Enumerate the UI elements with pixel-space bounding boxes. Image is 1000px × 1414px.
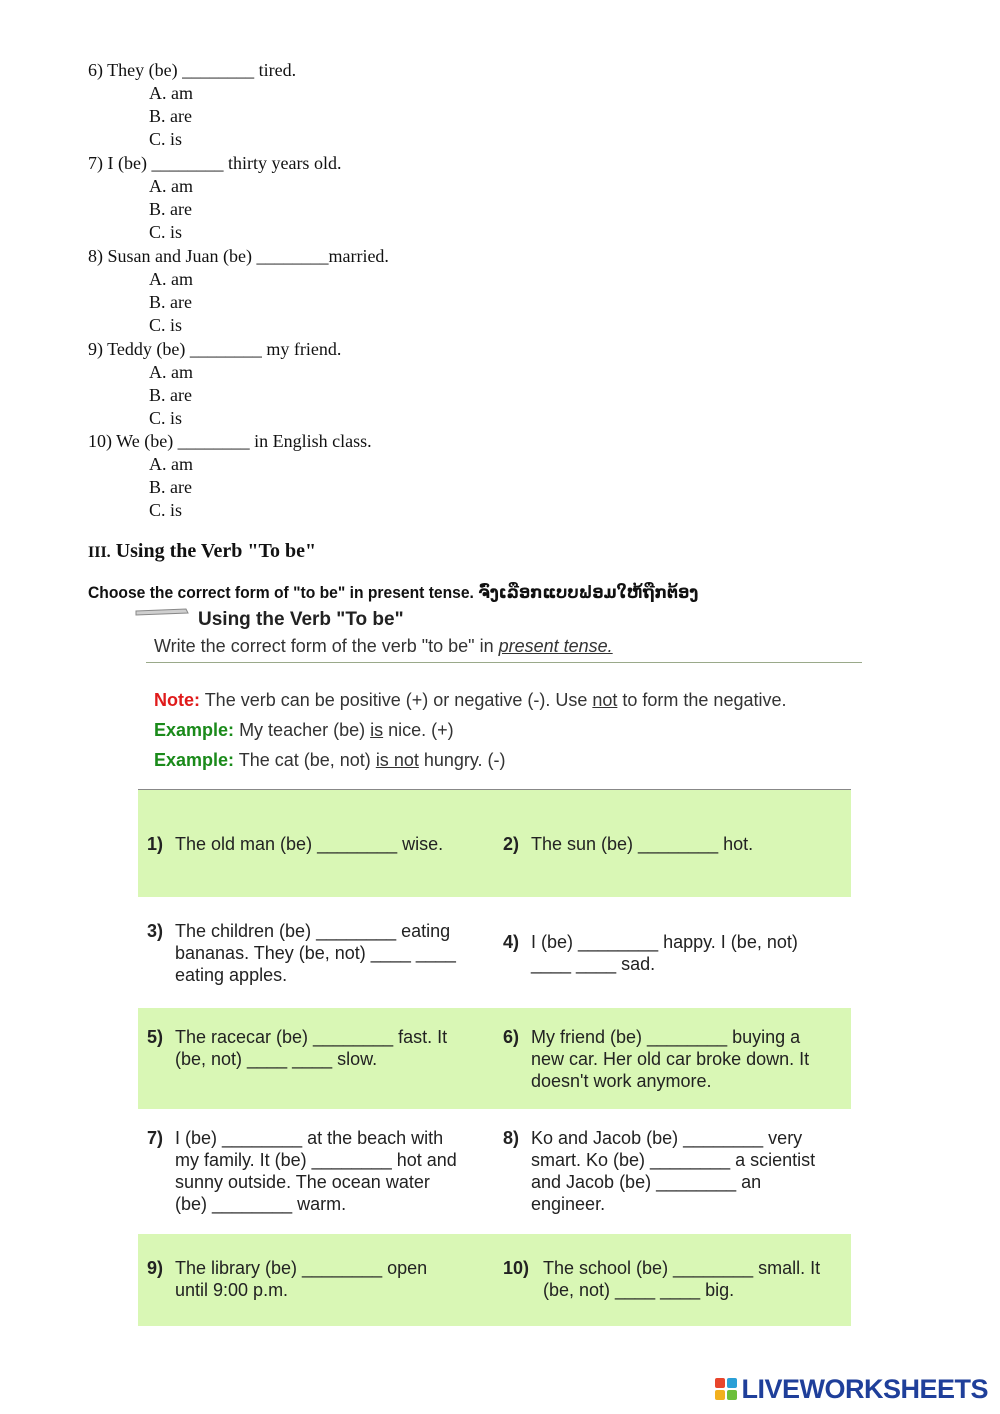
question-prompt: 6) They (be) ________ tired. [88, 60, 297, 80]
item-number: 2) [503, 834, 520, 854]
subtitle-text: Write the correct form of the verb "to be" in [154, 636, 499, 656]
option-a[interactable]: A. am [149, 362, 193, 382]
item-text: The school (be) ________ small. It (be, not) ____ ____ big. [543, 1258, 821, 1300]
item-number: 9) [147, 1258, 164, 1278]
option-a[interactable]: A. am [149, 454, 193, 474]
note-label: Note: [154, 690, 200, 710]
liveworksheets-logo-icon [715, 1378, 737, 1400]
question-prompt: 10) We (be) ________ in English class. [88, 431, 372, 451]
worksheet-title: Using the Verb "To be" [198, 609, 404, 630]
item-number: 5) [147, 1027, 164, 1047]
item-text: The library (be) ________ open until 9:00 p.m. [175, 1258, 428, 1300]
item-number: 6) [503, 1027, 520, 1047]
item-text: The sun (be) ________ hot. [531, 834, 754, 854]
worksheet-subtitle [154, 636, 613, 657]
option-c[interactable]: C. is [149, 500, 183, 520]
option-c[interactable]: C. is [149, 129, 183, 149]
question-prompt: 7) I (be) ________ thirty years old. [88, 153, 342, 173]
example-pre: My teacher (be) [239, 720, 371, 740]
item-text: The children (be) ________ eating bananas. They (be, not) ____ ____ eating apples. [175, 921, 456, 985]
item-number: 3) [147, 921, 164, 941]
item-text: My friend (be) ________ buying a new car. Her old car broke down. It doesn't work anymore. [531, 1027, 810, 1091]
note-line [154, 690, 786, 711]
example-pre: The cat (be, not) [238, 750, 376, 770]
option-a[interactable]: A. am [149, 176, 193, 196]
item-number: 1) [147, 834, 164, 854]
divider [146, 662, 862, 663]
item-text: The racecar (be) ________ fast. It (be, not) ____ ____ slow. [175, 1027, 448, 1069]
section-heading [88, 540, 316, 563]
item-number: 8) [503, 1128, 520, 1148]
question-prompt: 8) Susan and Juan (be) ________married. [88, 246, 389, 266]
example-answer: is not [375, 750, 419, 770]
option-a[interactable]: A. am [149, 83, 193, 103]
item-number: 10) [503, 1258, 530, 1278]
question-prompt: 9) Teddy (be) ________ my friend. [88, 339, 342, 359]
logo-text: LIVEWORKSHEETS [741, 1373, 988, 1404]
item-number: 4) [503, 932, 520, 952]
example-label: Example: [154, 750, 235, 770]
option-c[interactable]: C. is [149, 408, 183, 428]
item-text: Ko and Jacob (be) ________ very smart. Ko (be) ________ a scientist and Jacob (be) ________ an engineer. [531, 1128, 816, 1214]
example-post: hungry. (-) [418, 750, 506, 770]
liveworksheets-logo[interactable] [715, 1374, 988, 1404]
option-b[interactable]: B. are [149, 199, 192, 219]
example-answer: is [370, 720, 384, 740]
example-post: nice. (+) [383, 720, 454, 740]
item-text: I (be) ________ at the beach with my family. It (be) ________ hot and sunny outside. The ocean water (be) ________ warm. [175, 1128, 457, 1214]
subtitle-emphasis: present tense. [498, 636, 613, 656]
option-b[interactable]: B. are [149, 292, 192, 312]
option-a[interactable]: A. am [149, 269, 193, 289]
section-roman-numeral: III. [88, 544, 111, 561]
section-instruction: Choose the correct form of "to be" in present tense. ຈົ່ງເລືອກແບບຟອມໃຫ້ຖືກຕ້ອງ [88, 583, 699, 602]
example-label: Example: [154, 720, 235, 740]
item-text: I (be) ________ happy. I (be, not) ____ ____ sad. [531, 932, 798, 974]
note-not: not [592, 690, 618, 710]
item-number: 7) [147, 1128, 164, 1148]
note-text-pre: The verb can be positive (+) or negative (-). Use [204, 690, 593, 710]
example-line-1 [154, 720, 454, 741]
pencil-icon [134, 607, 190, 619]
option-b[interactable]: B. are [149, 106, 192, 126]
item-text: The old man (be) ________ wise. [175, 834, 444, 854]
option-b[interactable]: B. are [149, 385, 192, 405]
section-title: Using the Verb "To be" [115, 540, 317, 562]
note-text-post: to form the negative. [617, 690, 787, 710]
option-c[interactable]: C. is [149, 222, 183, 242]
option-c[interactable]: C. is [149, 315, 183, 335]
example-line-2 [154, 750, 506, 771]
option-b[interactable]: B. are [149, 477, 192, 497]
